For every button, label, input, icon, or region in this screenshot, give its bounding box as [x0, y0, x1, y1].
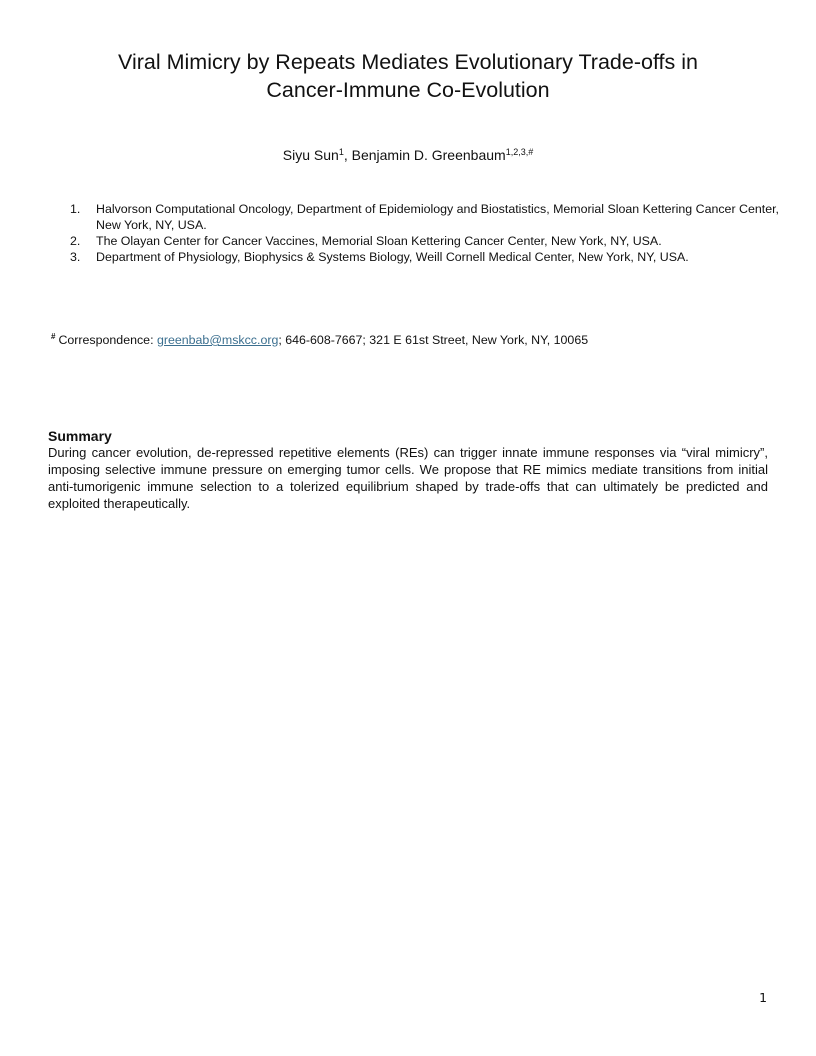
affiliation-number: 3.: [70, 250, 81, 264]
summary-heading: Summary: [48, 428, 112, 444]
author-name: Siyu Sun: [282, 147, 339, 163]
title-line-1: Viral Mimicry by Repeats Mediates Evolutionary Trade-offs in: [118, 50, 698, 74]
affiliation-number: 1.: [70, 202, 81, 216]
correspondence-label: Correspondence:: [58, 333, 157, 347]
affiliation-item: [70, 249, 780, 265]
correspondence-mark: #: [51, 332, 56, 341]
correspondence-email-link[interactable]: greenbab@mskcc.org: [156, 333, 279, 347]
affiliation-text: The Olayan Center for Cancer Vaccines, Memorial Sloan Kettering Cancer Center, New York, NY, USA.: [96, 234, 662, 248]
affiliation-item: [70, 201, 780, 233]
affiliation-list: [70, 201, 780, 265]
title-line-2: Cancer-Immune Co-Evolution: [266, 78, 550, 102]
summary-paragraph: During cancer evolution, de-repressed repetitive elements (REs) can trigger innate immune responses via “viral mimicry”, imposing selective immune pressure on emerging tumor cells. We propose that RE mimics mediate transitions from initial anti-tumorigenic immune selection to a tolerized equilibrium shaped by trade-offs that can ultimately be predicted and exploited therapeutically.: [48, 445, 768, 511]
affiliation-text: Department of Physiology, Biophysics & Systems Biology, Weill Cornell Medical Center, New York, NY, USA.: [96, 250, 689, 264]
author-list: [0, 143, 816, 164]
affiliation-item: [70, 233, 780, 249]
affiliation-number: 2.: [70, 234, 81, 248]
page-number: 1: [759, 990, 767, 1005]
paper-title: [48, 48, 768, 104]
affiliation-text: Halvorson Computational Oncology, Department of Epidemiology and Biostatistics, Memorial Sloan Kettering Cancer Center, New York, NY, USA.: [96, 202, 779, 232]
correspondence-line: [51, 329, 588, 348]
author-name: Benjamin D. Greenbaum: [351, 147, 506, 163]
author-separator: ,: [343, 147, 352, 163]
correspondence-details: ; 646-608-7667; 321 E 61st Street, New York, NY, 10065: [278, 333, 589, 347]
author-affiliation-mark: 1: [338, 147, 344, 157]
author-affiliation-mark: 1,2,3,#: [505, 147, 534, 157]
